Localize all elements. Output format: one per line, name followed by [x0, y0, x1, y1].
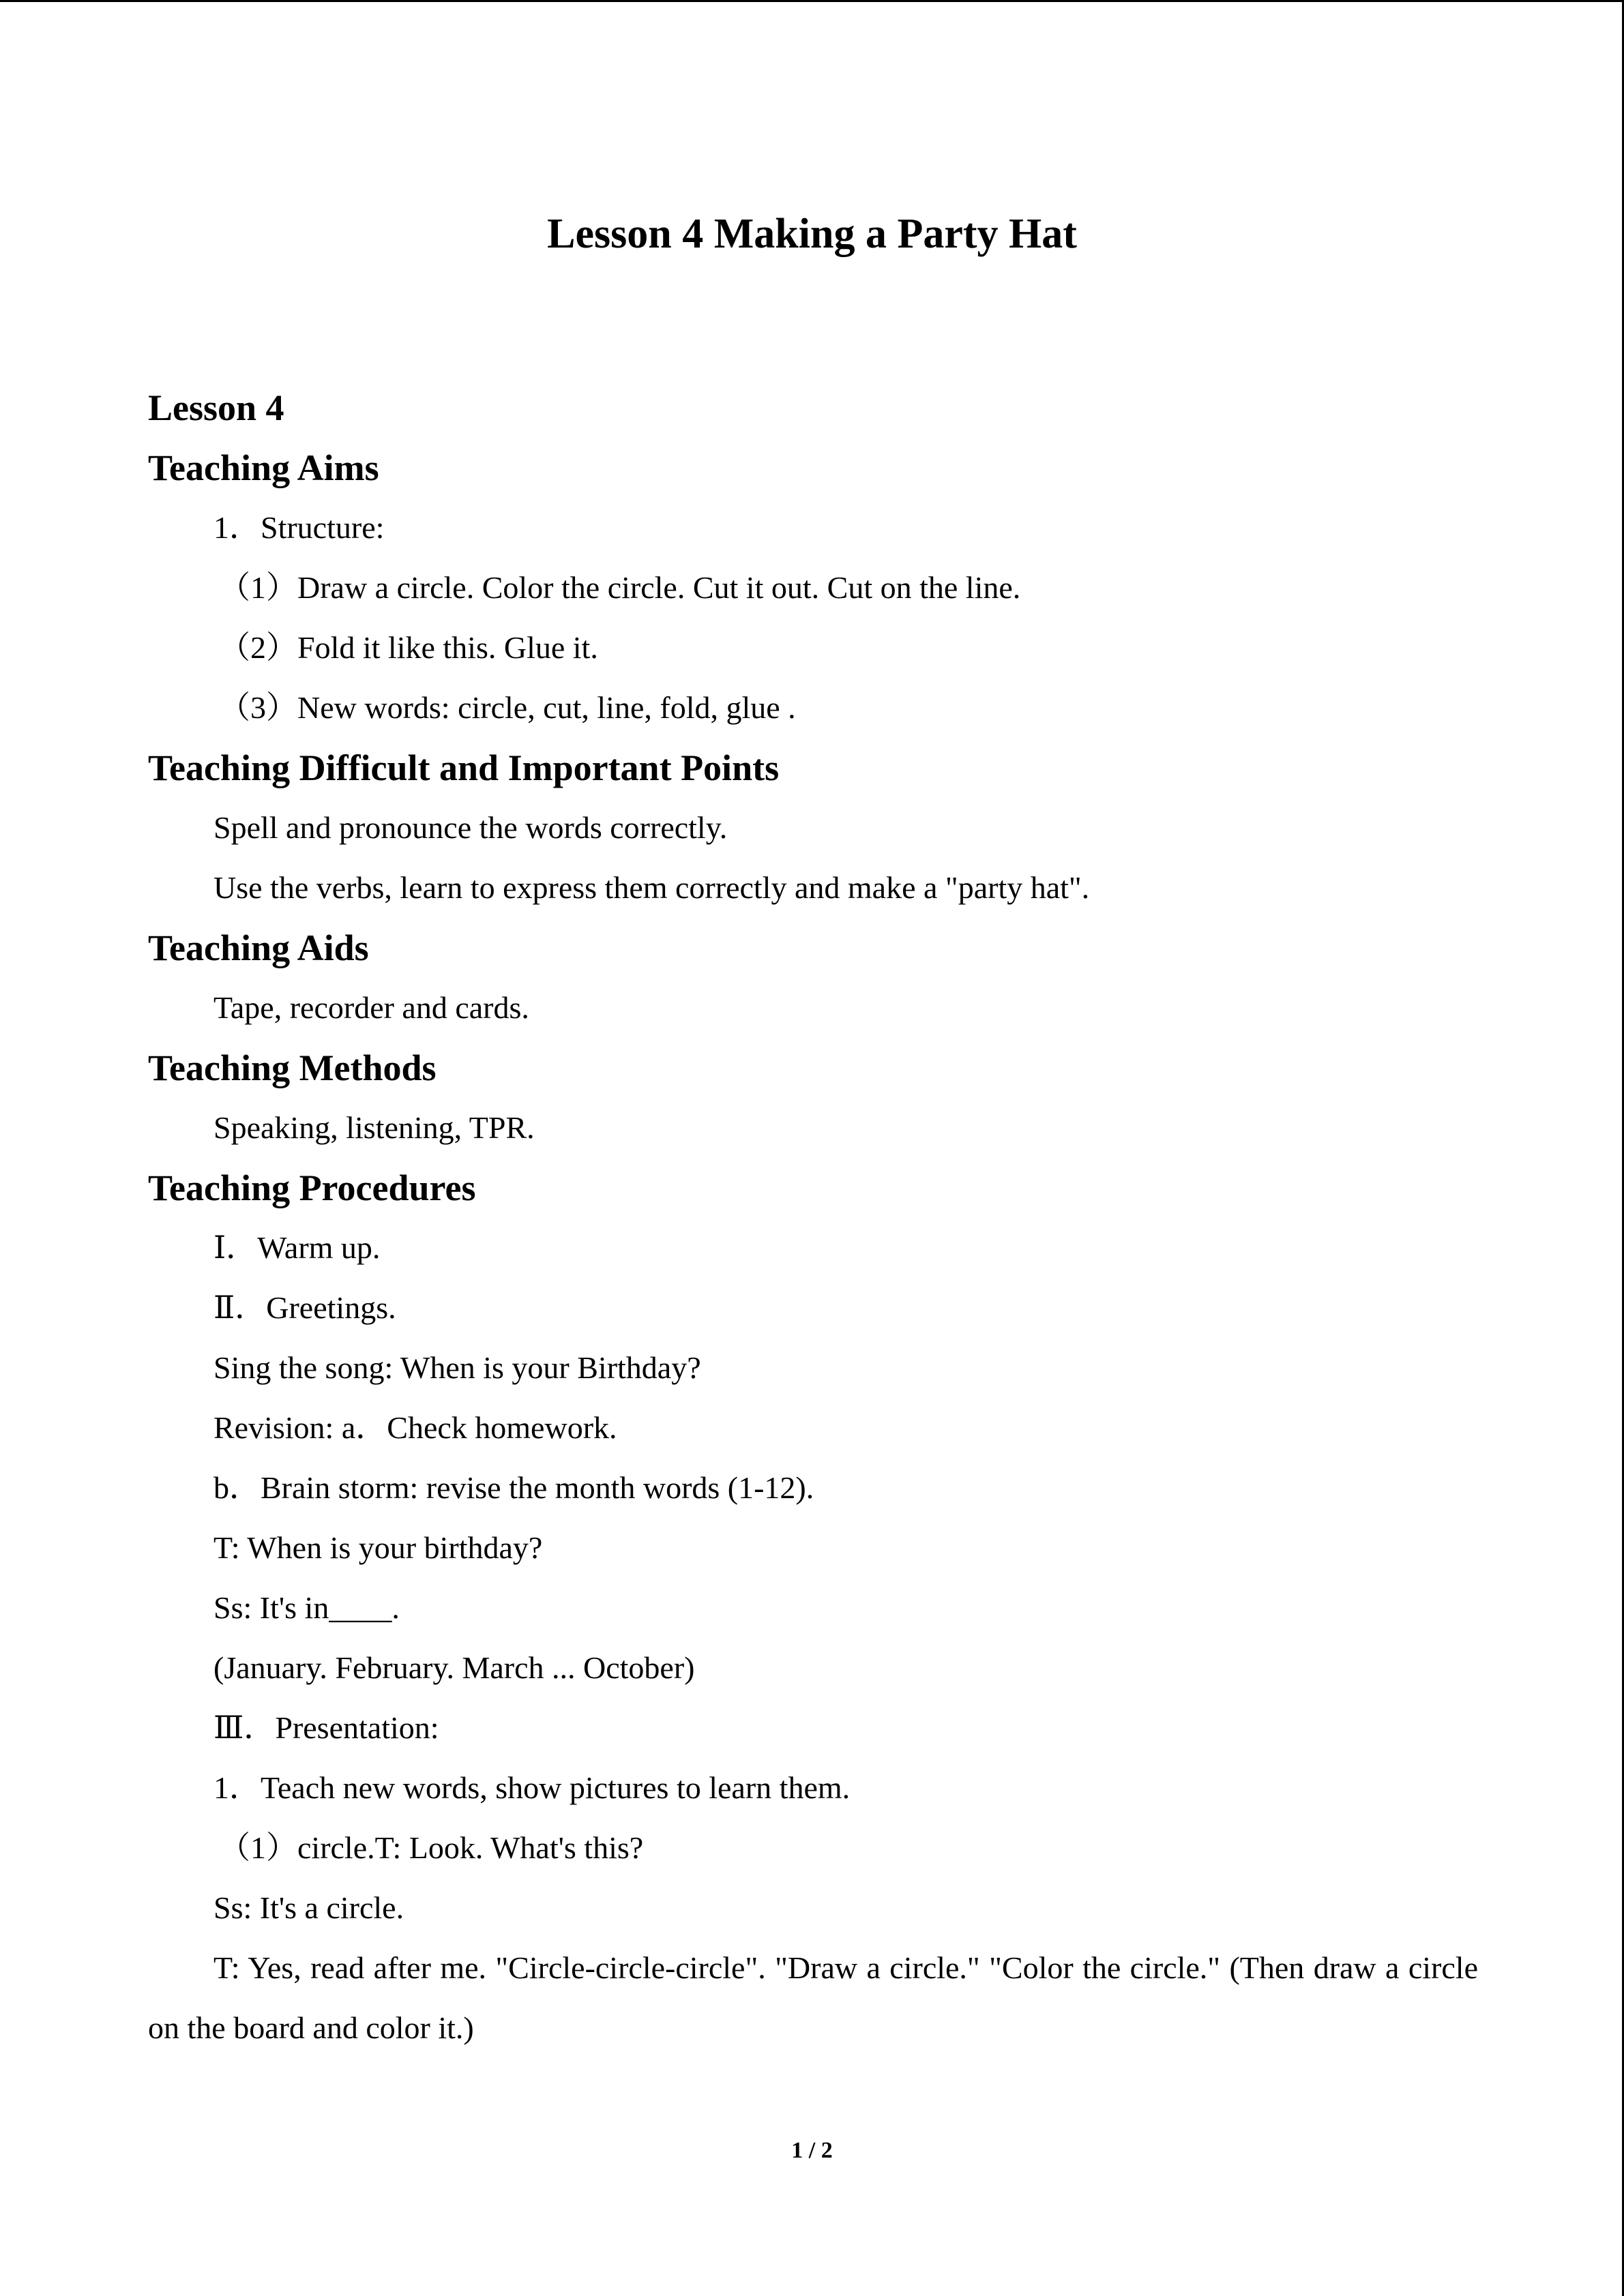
heading-difficult-points: Teaching Difficult and Important Points: [148, 747, 780, 788]
heading-teaching-procedures: Teaching Procedures: [148, 1167, 476, 1208]
procedure-line: b．Brain storm: revise the month words (1-12).: [213, 1470, 814, 1505]
procedure-line: Sing the song: When is your Birthday?: [213, 1350, 701, 1385]
procedure-paragraph: T: Yes, read after me. "Circle-circle-circle". "Draw a circle." "Color the circle." (Then draw a circle on the board and color it.): [148, 1950, 1478, 2045]
procedure-step: Ⅱ．Greetings.: [213, 1290, 396, 1325]
procedure-step: Ⅲ．Presentation:: [213, 1710, 439, 1745]
document-body: [148, 378, 1478, 2058]
page-number: 1 / 2: [791, 2138, 833, 2163]
procedure-line: Ss: It's in____.: [213, 1590, 400, 1625]
procedure-line: Revision: a．Check homework.: [213, 1410, 617, 1445]
aims-line: 1．Structure:: [213, 510, 385, 545]
procedure-step: Ⅰ．Warm up.: [213, 1230, 381, 1265]
points-line: Spell and pronounce the words correctly.: [213, 810, 728, 845]
procedure-line: 1．Teach new words, show pictures to learn them.: [213, 1770, 851, 1805]
lesson-label: Lesson 4: [148, 387, 284, 428]
procedure-line: Ss: It's a circle.: [213, 1890, 404, 1925]
procedure-line: (January. February. March ... October): [213, 1650, 695, 1685]
heading-teaching-methods: Teaching Methods: [148, 1047, 437, 1088]
document-title: Lesson 4 Making a Party Hat: [547, 211, 1077, 257]
points-line: Use the verbs, learn to express them correctly and make a "party hat".: [213, 870, 1090, 905]
heading-teaching-aids: Teaching Aids: [148, 927, 369, 968]
aids-line: Tape, recorder and cards.: [213, 990, 529, 1025]
procedure-line: （1）circle.T: Look. What's this?: [219, 1830, 644, 1865]
aims-line: （2）Fold it like this. Glue it.: [219, 630, 598, 665]
procedure-line: T: When is your birthday?: [213, 1530, 543, 1565]
heading-teaching-aims: Teaching Aims: [148, 447, 379, 488]
aims-line: （1）Draw a circle. Color the circle. Cut it out. Cut on the line.: [219, 570, 1021, 605]
aims-line: （3）New words: circle, cut, line, fold, glue .: [219, 690, 796, 725]
methods-line: Speaking, listening, TPR.: [213, 1110, 535, 1145]
